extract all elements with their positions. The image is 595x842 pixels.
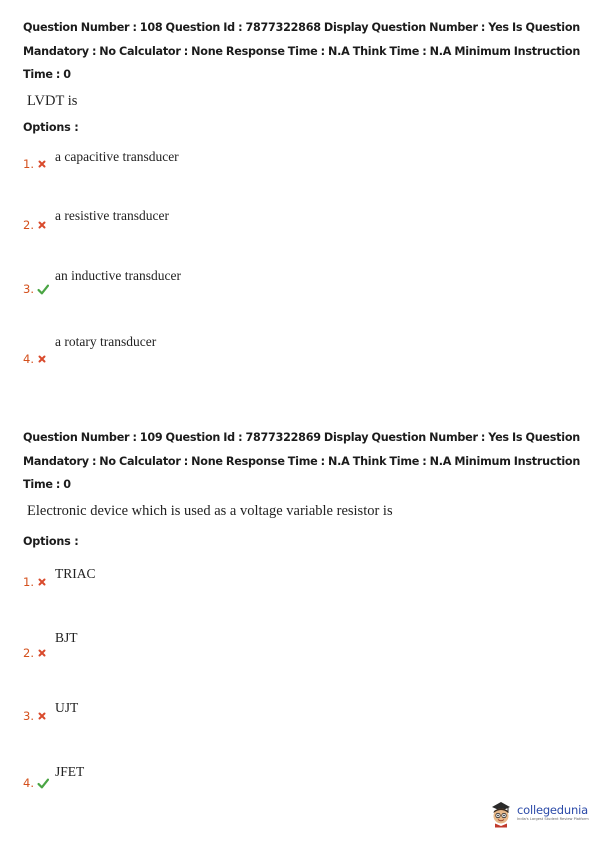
checkmark-icon bbox=[37, 778, 49, 789]
option-text: JFET bbox=[55, 764, 85, 779]
option-text: an inductive transducer bbox=[55, 268, 181, 283]
cross-icon bbox=[37, 577, 47, 587]
cross-icon bbox=[37, 648, 47, 658]
header-line: Time : 0 bbox=[23, 68, 71, 81]
question-header bbox=[23, 16, 583, 87]
option-index: 2. bbox=[23, 646, 34, 660]
option-number bbox=[23, 282, 49, 296]
option-text: BJT bbox=[55, 630, 78, 645]
checkmark-icon bbox=[37, 284, 49, 295]
option-number bbox=[23, 776, 49, 790]
mascot-icon bbox=[488, 798, 514, 828]
option-number bbox=[23, 646, 47, 660]
option-index: 3. bbox=[23, 709, 34, 723]
options-label: Options : bbox=[23, 535, 79, 548]
option-index: 4. bbox=[23, 776, 34, 790]
collegedunia-logo bbox=[488, 798, 589, 828]
option-text: TRIAC bbox=[55, 566, 96, 581]
option-index: 1. bbox=[23, 157, 34, 171]
header-line: Time : 0 bbox=[23, 478, 71, 491]
option-index: 3. bbox=[23, 282, 34, 296]
option-text: a rotary transducer bbox=[55, 334, 157, 349]
logo-wordmark: collegedunia bbox=[517, 803, 588, 817]
option-index: 2. bbox=[23, 218, 34, 232]
cross-icon bbox=[37, 711, 47, 721]
options-label: Options : bbox=[23, 121, 79, 134]
cross-icon bbox=[37, 220, 47, 230]
header-line: Question Number : 109 Question Id : 7877322869 Display Question Number : Yes Is Question bbox=[23, 431, 580, 444]
header-line: Mandatory : No Calculator : None Response Time : N.A Think Time : N.A Minimum Instruction bbox=[23, 454, 581, 468]
option-text: UJT bbox=[55, 700, 79, 715]
option-text: a resistive transducer bbox=[55, 208, 169, 223]
logo-tagline: India's Largest Student Review Platform bbox=[517, 817, 589, 821]
option-number bbox=[23, 352, 47, 366]
option-number bbox=[23, 157, 47, 171]
option-number bbox=[23, 575, 47, 589]
option-number bbox=[23, 218, 47, 232]
header-line: Question Number : 108 Question Id : 7877322868 Display Question Number : Yes Is Question bbox=[23, 21, 580, 34]
option-number bbox=[23, 709, 47, 723]
cross-icon bbox=[37, 354, 47, 364]
option-index: 4. bbox=[23, 352, 34, 366]
option-text: a capacitive transducer bbox=[55, 149, 179, 164]
option-index: 1. bbox=[23, 575, 34, 589]
question-text: LVDT is bbox=[27, 93, 78, 109]
header-line: Mandatory : No Calculator : None Response Time : N.A Think Time : N.A Minimum Instruction bbox=[23, 44, 581, 58]
question-text: Electronic device which is used as a voltage variable resistor is bbox=[27, 503, 393, 519]
cross-icon bbox=[37, 159, 47, 169]
question-header bbox=[23, 426, 583, 497]
